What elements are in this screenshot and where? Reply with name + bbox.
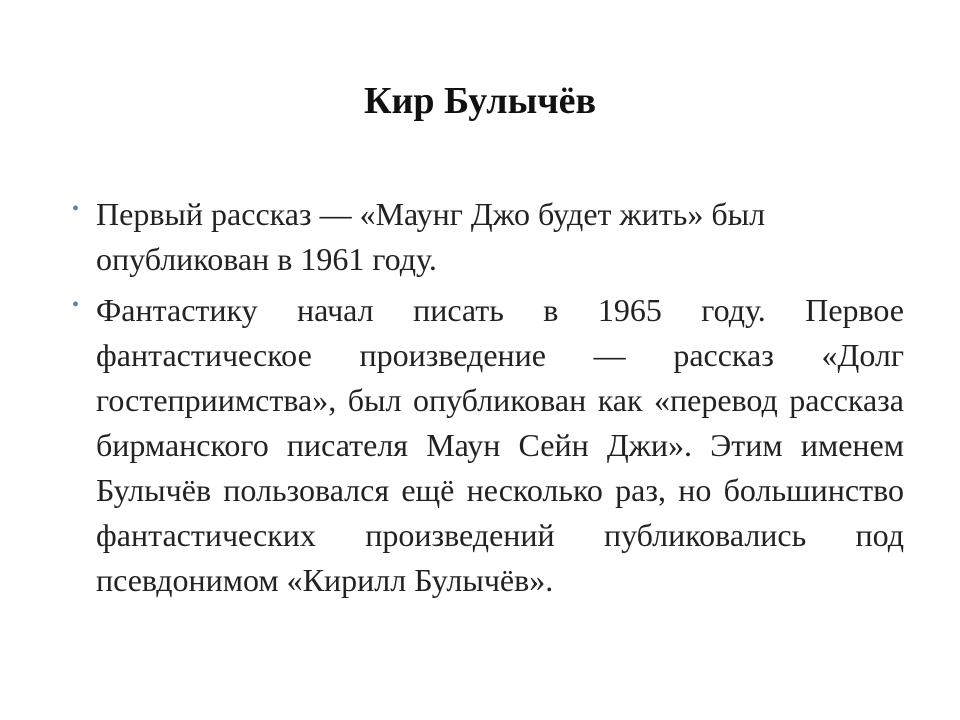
bullet-text: Фантастику начал писать в 1965 году. Первое фантастическое произведение — рассказ «Долг гостеприимства», был опубликован как «перевод рассказа бирманского писателя Маун Сейн Джи». Этим именем Булычёв пользовался ещё несколько раз, но большинство фантастических произведений публиковались под псевдонимом «Кирилл Булычёв».: [96, 292, 904, 598]
slide-title: Кир Булычёв: [363, 80, 597, 122]
bullet-text: Первый рассказ — «Маунг Джо будет жить» был опубликован в 1961 году.: [96, 196, 766, 277]
bullet-list: [72, 192, 904, 609]
bullet-item: [72, 288, 904, 603]
bullet-icon: •: [72, 198, 80, 220]
bullet-icon: •: [72, 294, 80, 316]
bullet-item: [72, 192, 904, 282]
